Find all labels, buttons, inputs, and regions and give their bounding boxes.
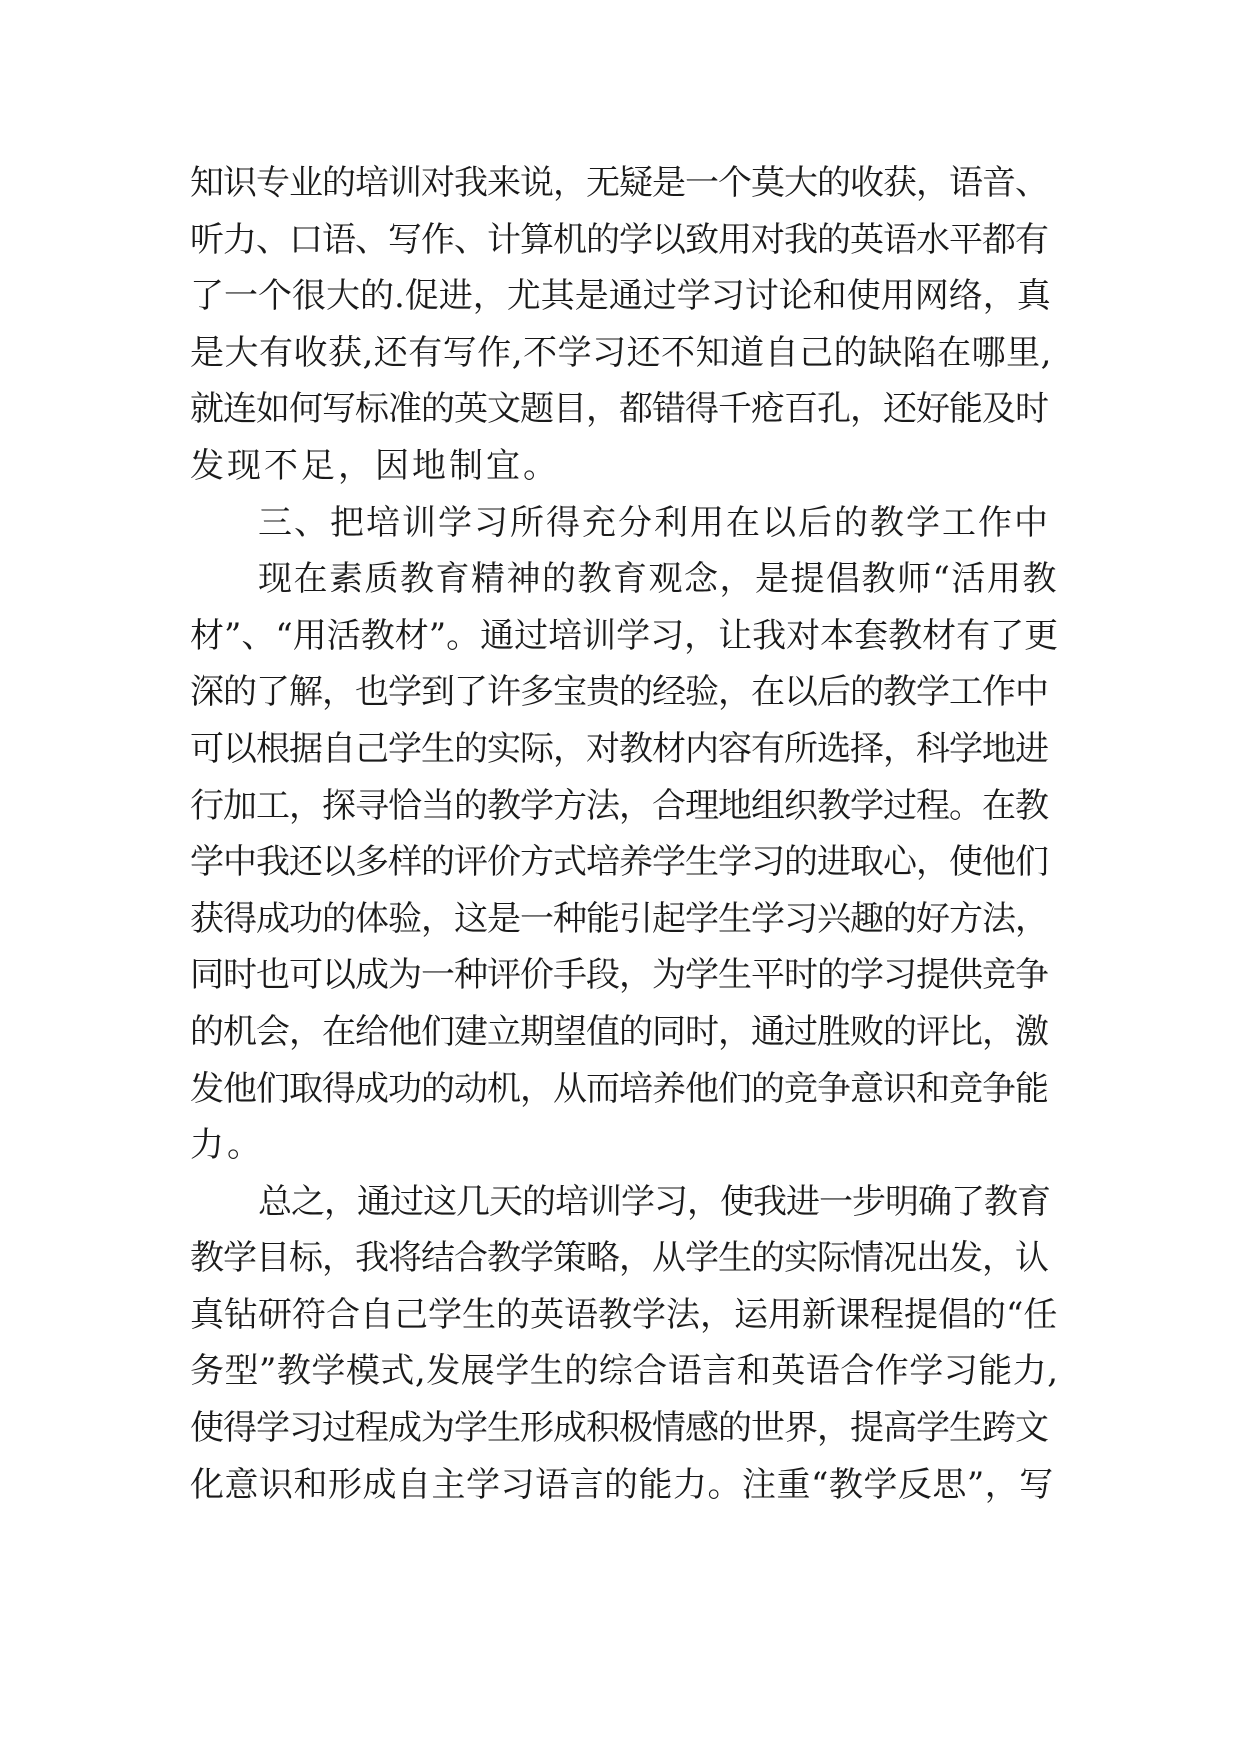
text-line: 同时也可以成为一种评价手段，为学生平时的学习提供竞争: [190, 955, 1048, 996]
text-line: 获得成功的体验，这是一种能引起学生学习兴趣的好方法，: [190, 898, 1048, 939]
text-line: 发现不足，因地制宜。: [190, 445, 560, 486]
text-line: 是大有收获,还有写作,不学习还不知道自己的缺陷在哪里,: [190, 332, 1052, 373]
text-line: 的机会，在给他们建立期望值的同时，通过胜败的评比，激: [190, 1011, 1048, 1052]
text-line: 学中我还以多样的评价方式培养学生学习的进取心，使他们: [190, 842, 1048, 883]
text-line: 总之，通过这几天的培训学习，使我进一步明确了教育: [258, 1181, 1050, 1222]
text-line: 听力、口语、写作、计算机的学以致用对我的英语水平都有: [190, 219, 1048, 260]
text-line: 行加工，探寻恰当的教学方法，合理地组织教学过程。在教: [190, 785, 1048, 826]
document-body: [190, 155, 1060, 1513]
text-line: 就连如何写标准的英文题目，都错得千疮百孔，还好能及时: [190, 389, 1048, 430]
paragraph-training-gains: [190, 155, 1060, 495]
paragraph-summary: [190, 1174, 1060, 1514]
text-line: 使得学习过程成为学生形成积极情感的世界，提高学生跨文: [190, 1408, 1048, 1449]
text-line: 现在素质教育精神的教育观念，是提倡教师“活用教: [258, 559, 1058, 600]
section-heading: 三、把培训学习所得充分利用在以后的教学工作中: [258, 502, 1050, 543]
text-line: 可以根据自己学生的实际，对教材内容有所选择，科学地进: [190, 728, 1048, 769]
text-line: 务型”教学模式,发展学生的综合语言和英语合作学习能力,: [190, 1351, 1059, 1392]
text-line: 发他们取得成功的动机，从而培养他们的竞争意识和竞争能: [190, 1068, 1048, 1109]
text-line: 知识专业的培训对我来说，无疑是一个莫大的收获，语音、: [190, 163, 1048, 203]
text-line: 化意识和形成自主学习语言的能力。注重“教学反思”，写: [190, 1464, 1054, 1505]
text-line: 真钻研符合自己学生的英语教学法，运用新课程提倡的“任: [190, 1294, 1058, 1335]
text-line: 教学目标，我将结合教学策略，从学生的实际情况出发，认: [190, 1238, 1048, 1279]
text-line: 了一个很大的.促进，尤其是通过学习讨论和使用网络，真: [190, 276, 1051, 317]
paragraph-teaching-application: [190, 551, 1060, 1174]
text-line: 深的了解，也学到了许多宝贵的经验，在以后的教学工作中: [190, 672, 1048, 713]
text-line: 材”、“用活教材”。通过培训学习，让我对本套教材有了更: [190, 615, 1059, 656]
text-line: 力。: [190, 1125, 264, 1166]
